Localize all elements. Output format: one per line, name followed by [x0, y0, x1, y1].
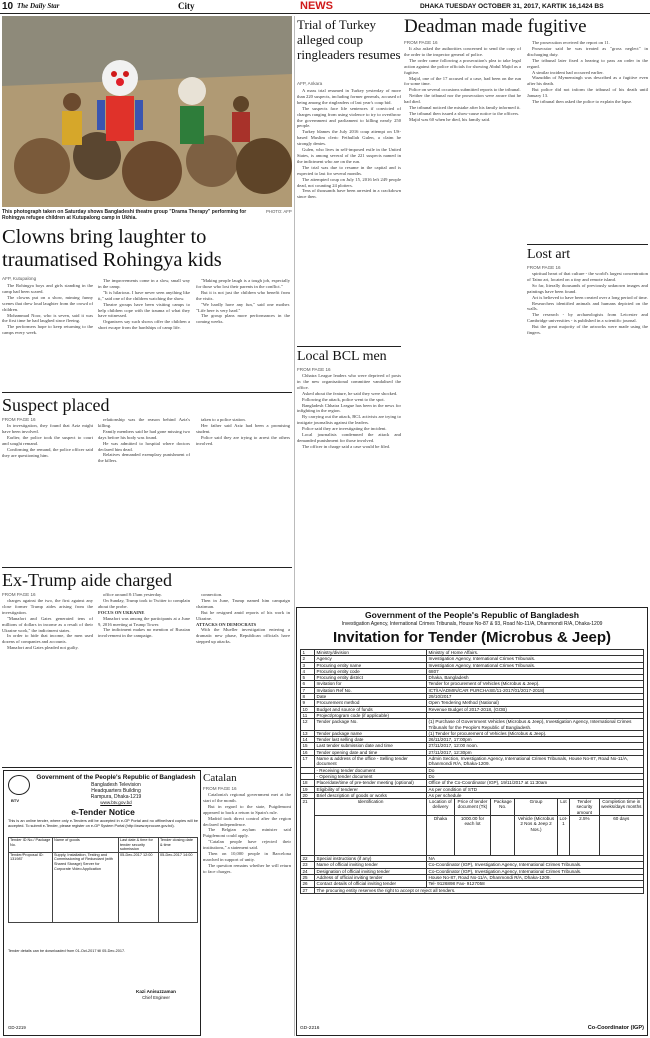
clowns-col-3: "Making people laugh is a tough job, especially for those who lost their parents in the conflict." But it is not just the children who benefit from the visits. "We hardly have any fun," said one mother. "Life here is very hard." The group plans more performances in the coming weeks.	[196, 278, 290, 325]
tender-table	[300, 649, 644, 894]
btv-intro: This is an online tender, where only e-Tenders will be accepted in e-GP Portal and no offline/hard copies will be accepted. To submit e-Tender, please register on e-GP System Portal (http://www.eprocure.gov.bd).	[8, 819, 198, 828]
deadman-headline: Deadman made fugitive	[404, 16, 587, 37]
tender-row: 4 Procuring entity code 6807	[301, 668, 644, 674]
tender-row: 16 Tender opening date and time 27/11/2017, 12:30pm	[301, 749, 644, 755]
bcl-body: Chhatra League leaders who were deprived of posts in the new organisational committee vandalised the office. Asked about the feature, he said they were shocked. Following the attack, police went to the spot. Bangladesh Chhatra League has been in the news for infighting in the region. By carrying out the attack, BCL activists are trying to instigate journalists against the leaders. Police said they are investigating the incident. Local journalists condemned the attack and demanded punishment for those involved. The officer in charge said a case would be filed.	[297, 373, 401, 449]
btv-org: Bangladesh Television	[91, 782, 141, 788]
tender-lot-header: 21 Identification Location of delivery Price of tender document (Tk) Package No. Group Lot Tender security amount Completion time in weeks/days months	[301, 799, 644, 816]
paper-logo: The Daily Star	[17, 2, 60, 10]
btv-hq: Headquarters Building	[91, 788, 141, 794]
suspect-headline: Suspect placed	[2, 395, 110, 415]
suspect-col-2: relationship was the reason behind Aziz's killing. Family members said he had gone missing two days before his body was found. He was admitted to hospital where doctors declared him dead. Relatives demanded exemplary punishment of the killers.	[98, 417, 190, 464]
suspect-col-3: taken to a police station. Her father said Aziz had been a promising student. Police said they are trying to arrest the others involved.	[196, 417, 290, 446]
tender-ad	[296, 607, 648, 1036]
extrump-col-3: connection. Then in June, Trump named him campaign chairman. But he resigned amid reports of his work in Ukraine. ATTACKS ON DEMOCRATS With the Mueller investigation entering a dramatic new phase, Republican officials have stepped up attacks.	[196, 592, 290, 645]
tender-row: 11 Project/program code (if applicable)	[301, 712, 644, 718]
suspect-col-1: In investigation, they found that Aziz might have been involved. Earlier, the police took the suspect to court and sought remand. Confirming the remand, the police officer said they are questioning him.	[2, 423, 93, 458]
turkey-byline: AFP, Ankara	[297, 81, 323, 86]
tender-row: 26 Contact details of official inviting tender Tel- 9126898 Fax- 9127058	[301, 881, 644, 887]
clowns-col-2: The improvements come in a slow, small way in the camp. "It is hilarious. I have never seen anything like it," said one of the children watching the show. Theatre groups have been visiting camps to help children cope with the trauma of what they have witnessed. Organisers say such shows offer the children a short escape from the hardships of camp life.	[98, 278, 190, 331]
deadman-col-2: The prosecution received the report on 11. Prosecutor said he was treated as "gross neglect" in discharging duty. The tribunal later fixed a hearing to pass an order in the regard. A similar incident had occurred earlier. Wazuddin of Mymensingh was described as a fugitive even after his death. But police did not inform the tribunal of his death until January 13. The tribunal then asked the police to explain the lapse.	[527, 40, 648, 105]
catalan-headline: Catalan	[203, 772, 237, 784]
btv-note: Tender details can be downloaded from 01-Oct-2017 till 05-Dec-2017.	[8, 949, 126, 953]
deadman-from: FROM PAGE 16	[404, 40, 438, 45]
tender-row: 8 Date 29/10/2017	[301, 694, 644, 700]
btv-tender-ad	[3, 770, 201, 1036]
tender-row: 5 Procuring entity district Dhaka, Bangladesh	[301, 675, 644, 681]
btv-gov: Government of the People's Republic of Bangladesh	[36, 774, 196, 781]
page-number: 10	[2, 1, 14, 12]
extrump-col-2: office around 8:15am yesterday. On Sunday, Trump took to Twitter to complain about the probe. FOCUS ON UKRAINE Manafort was among the participants at a June 9, 2016 meeting at Trump Tower. The indictment makes no mention of Russian involvement in the campaign.	[98, 592, 190, 639]
btv-signer-title: Chief Engineer	[142, 995, 170, 1000]
tender-row: 22 Special instructions (if any) NA	[301, 856, 644, 862]
tender-gov: Government of the People's Republic of Bangladesh	[364, 610, 580, 620]
btv-logo	[8, 775, 30, 795]
btv-title: e-Tender Notice	[71, 807, 135, 817]
tender-row: 23 Name of official inviting tender Co-Coordinator (IGP), Investigation Agency, International Crimes Tribunals.	[301, 862, 644, 868]
tender-row: 3 Procuring entity name Investigation Agency, International Crimes Tribunals.	[301, 662, 644, 668]
extrump-from: FROM PAGE 16	[2, 592, 36, 597]
tender-row: 20 Brief description of goods or works As per schedule	[301, 792, 644, 798]
tender-row: 19 Eligibility of tenderer As per condition of STD	[301, 786, 644, 792]
clowns-headline: Clowns bring laughter to traumatised Rohingya kids	[2, 226, 222, 271]
catalan-body: Catalonia's regional government met at the start of the month. But in regard to the state, Puigdemont appeared to back a return to Spain's rule. Madrid took direct control after the region declared independence. The Belgian asylum minister said Puigdemont could apply. "Catalan people have rejected their institutions," a statement said. Then on 10,000 people in Barcelona marched in support of unity. The question remains whether he will return to face charges.	[203, 792, 291, 874]
tender-gd: GD-2216	[300, 1026, 320, 1031]
photo-credit: PHOTO: AFP	[266, 209, 292, 214]
lost-art-from: FROM PAGE 16	[527, 265, 561, 270]
tender-row: 1 Ministry/division Ministry of Home Affairs.	[301, 650, 644, 656]
tender-row: 27 The procuring entity reserves the right to accept or reject all tenders.	[301, 887, 644, 893]
extrump-col-1: charges against the two, the first against any close former Trump aides arising from the investigation. "Manafort and Gates generated tens of millions of dollars in income as a result of their Ukraine work," the indictment states. In order to hide that income, the men used dozens of companies and accounts. Manafort and Gates pleaded not guilty.	[2, 598, 93, 651]
tender-title: Invitation for Tender (Microbus & Jeep)	[332, 629, 612, 646]
btv-table: Tender ID No./ Package No. Name of goods Last date & time for tender security submission Tender closing date & time Tender/Proposal ID: 131987 Supply, Installation, Testing and Commissioning of Redundant (with Shared Storage) Server for Corporate Video Application 05-Dec-2017 12:00 05-Dec-2017 14:00	[8, 837, 198, 923]
turkey-headline: Trial of Turkey alleged coup ringleaders resumes	[297, 17, 401, 62]
tender-lot-values: Dhaka 1000.00 for each lot Vehicle (Microbus 2 Nos & Jeep 2 Nos.) Lot-1 2.5% 60 days	[301, 816, 644, 856]
tender-row: 12 Tender package No. (1) Purchase of Government Vehicles (Microbus & Jeep), Investigation Agency, International Crimes Tribunals for the People's Republic of Bangladesh.	[301, 719, 644, 731]
tender-row: 13 Tender package name (1) Tender for procurement of Vehicles (Microbus & Jeep).	[301, 730, 644, 736]
clowns-byline: AFP, Kutupalong	[2, 276, 37, 281]
clowns-col-1: The Rohingya boys and girls standing in the camp had been scared. The clowns put on a show, miming funny scenes that drew loud laughter from the crowd of children. Mohammad Noor, who is seven, said it was the first time he had laughed since fleeing. The performers hope to keep returning to the camps every week.	[2, 283, 93, 336]
masthead	[0, 0, 650, 14]
photo-caption: This photograph taken on Saturday shows Bangladeshi theatre group "Drama Therapy" performing for Rohingya refugee children at Kutupalong camp in Ukhia.	[2, 209, 247, 222]
tender-row: 25 Address of official inviting tender House No-87, Road No-11/A, Dhanmondi R/A, Dhaka-1209.	[301, 874, 644, 880]
tender-row: 14 Tender last selling date 26/11/2017, 17:00pm	[301, 737, 644, 743]
btv-logo-text: BTV	[11, 798, 19, 803]
tender-row: 24 Designation of official inviting tender Co-Coordinator (IGP), Investigation Agency, International Crimes Tribunals.	[301, 868, 644, 874]
turkey-body: A mass trial resumed in Turkey yesterday of more than 220 suspects, including former generals, accused of being among the ringleaders of last year's coup bid. The suspects face life sentences if convicted of charges ranging from using violence to try to overthrow the government and parliament to killing nearly 250 people. Turkey blames the July 2016 coup attempt on US-based Muslim cleric Fethullah Gulen, a claim he strongly denies. Gulen, who lives in self-imposed exile in the United States, is among several of the 221 suspects named in the indictment who are on the run. The trial was due to resume in the capital and is expected to last for several months. The attempted coup on July 15, 2016 left 249 people dead, not counting 24 plotters. Tens of thousands have been arrested in a crackdown since then.	[297, 88, 401, 200]
btv-signer: Kazi Anisuzzaman	[136, 989, 176, 994]
tender-row: 15 Last tender submission date and time 27/11/2017, 12:00 noon.	[301, 743, 644, 749]
tender-row: 9 Procurement method Open Tendering Method (National)	[301, 700, 644, 706]
deadman-col-1: It also asked the authorities concerned to send the copy of the order to the inspector general of police. The order came following a prosecution's plea to take legal action against the police officials for showing Abdul Majid as a fugitive. Majid, one of the 17 accused of a case, had been on the run for some time. Police on several occasions submitted reports to the tribunal. Neither the tribunal nor the prosecution were aware that he had died. The tribunal noticed the mistake after his family informed it. The tribunal then issued a show-cause notice to the officers. Majid was 60 when he died, his family said.	[404, 46, 521, 122]
btv-gd: GD-2219	[8, 1025, 26, 1030]
tender-row: 18 Place/date/time of pre-tender meeting (optional) Office of the Co-Coordinator (IGP), 19/11/2017 at 11:30am	[301, 780, 644, 786]
catalan-from: FROM PAGE 16	[203, 786, 237, 791]
tender-row: 2 Agency Investigation Agency, International Crimes Tribunals.	[301, 656, 644, 662]
tender-signature: Co-Coordinator (IGP)	[587, 1025, 644, 1031]
tender-row: 6 Invitation for Tender for procurement of Vehicles (Microbus & Jeep).	[301, 681, 644, 687]
bcl-from: FROM PAGE 16	[297, 367, 331, 372]
rohingya-photo	[2, 16, 292, 207]
dateline: DHAKA TUESDAY OCTOBER 31, 2017, KARTIK 16,1424 BS	[420, 3, 604, 10]
btv-web: www.btv.gov.bd	[100, 800, 132, 805]
section-news: NEWS	[300, 0, 333, 12]
btv-addr: Rampura, Dhaka-1219	[90, 794, 142, 800]
extrump-headline: Ex-Trump aide charged	[2, 570, 172, 590]
section-city: City	[178, 1, 195, 11]
bcl-headline: Local BCL men	[297, 349, 387, 364]
lost-art-headline: Lost art	[527, 247, 571, 262]
suspect-from: FROM PAGE 16	[2, 417, 36, 422]
tender-row: 7 Invitation Ref No. ICT/IA/ADMIN/CAR PURCHASE/11-2017/01/2017-2018)	[301, 687, 644, 693]
lost-art-body: spiritual heart of that culture - the world's largest concentration of Taino art, located on a tiny and remote island. So far, literally thousands of previously unknown images and paintings have been found. Art is believed to have been created over a long period of time. Researchers identified animals and humans depicted on the walls. The research - by archaeologists from Leicester and Cambridge universities - is published in a scientific journal. But the great majority of the artworks were made using the fingers.	[527, 271, 648, 336]
tender-row: - Receiving tender document Do	[301, 767, 644, 773]
tender-row: 10 Budget and source of funds Revenue Budget of 2017-2018, (GOB)	[301, 706, 644, 712]
tender-row: - Opening tender document Do	[301, 773, 644, 779]
tender-row: 17 Name & address of the office - Selling tender document Admin Section, Investigation Agency, International Crimes Tribunals, House No-87, Road No-11/A, Dhanmondi R/A, Dhaka-1209.	[301, 756, 644, 768]
tender-office: Investigation Agency, International Crimes Tribunals, House No-87 & 93, Road No-11/A, Dhanmondi R/A, Dhaka-1209	[341, 621, 603, 627]
